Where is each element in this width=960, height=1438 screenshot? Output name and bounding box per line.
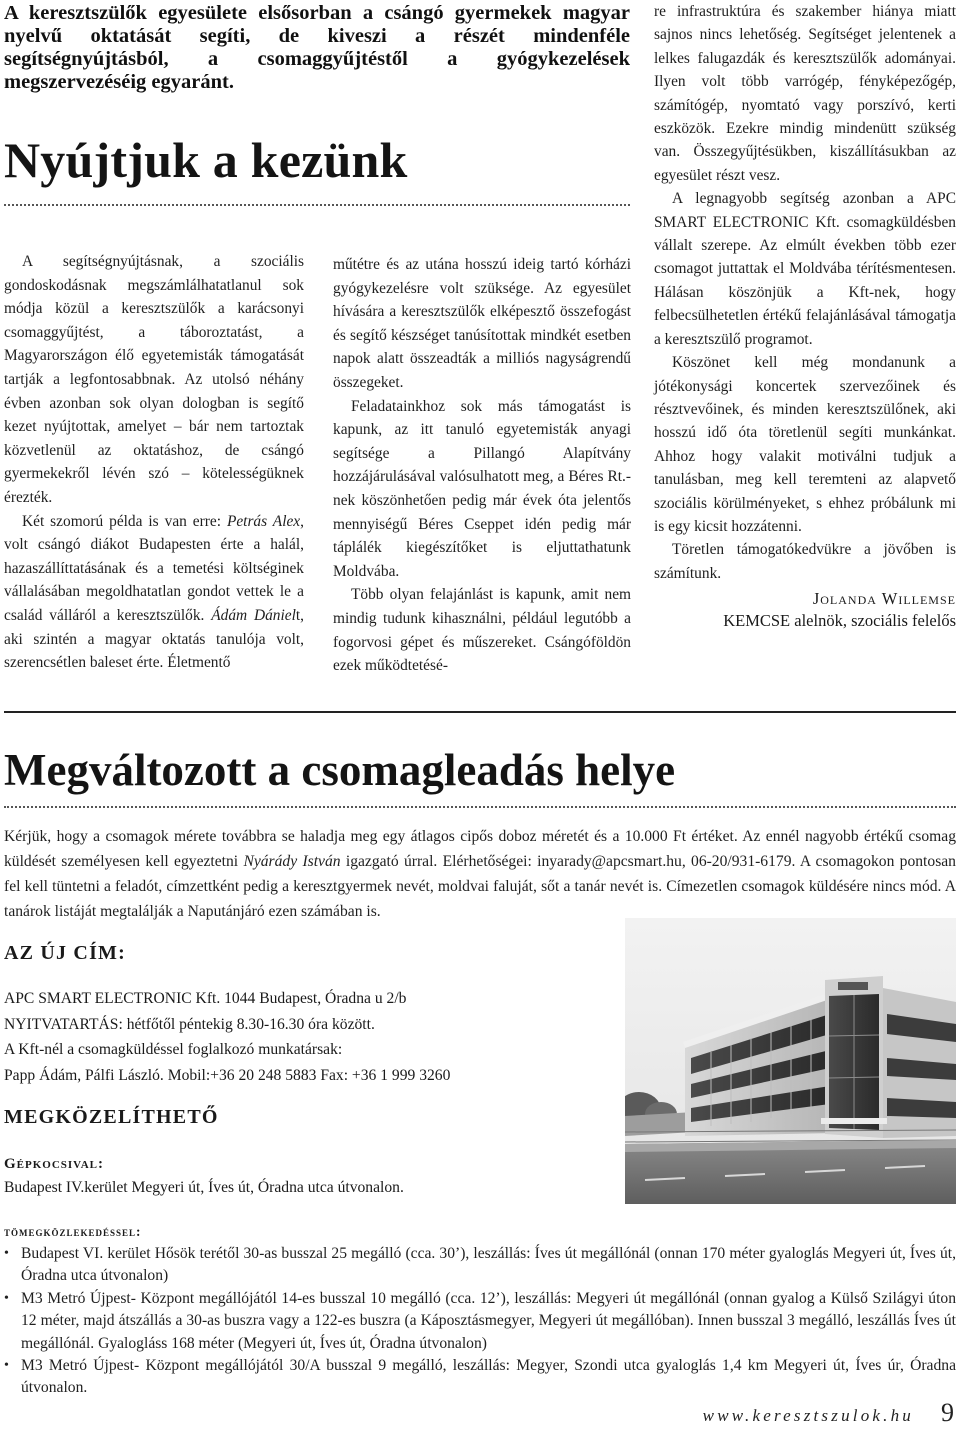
car-directions: Budapest IV.kerület Megyeri út, Íves út, Óradna utca útvonalon. — [4, 1179, 404, 1196]
article-header — [4, 2, 630, 206]
car-heading: Gépkocsival: — [4, 1156, 104, 1172]
text-run: igazgató úrral. Elérhetőségei: inyarady@apcsmart.hu, 06-20/931-6179. A csomagokon pontosan fel kell tüntetni a feladót, címzettként pedig a keresztgyermek nevét, moldvai faluját, sőt a tanár nevét is. Címezetlen csomagok küldésére nincs mód. A tanárok listáját megtalálják a Naputánjáró ezen számában is. — [4, 853, 956, 920]
article-column-2 — [333, 253, 631, 678]
bullet-icon: • — [4, 1358, 9, 1374]
building-photo — [625, 918, 956, 1204]
paragraph: Köszönet kell még mondanunk a jótékonysági koncertek szervezőinek és résztvevőinek, és minden keresztszülőnek, aki hosszú idő óta töretlenül segíti munkánkat. Ahhoz hogy valakit motiválni tudjuk a tanulásban, meg kell teremteni az alapvető szociális körülményeket, s ehhez próbálunk mi is egy kicsit hozzátenni. — [654, 354, 956, 535]
approach-heading: MEGKÖZELÍTHETŐ — [4, 1106, 219, 1128]
headline-dotted-rule — [4, 204, 630, 206]
column-3-text — [654, 0, 956, 585]
text-run: Kérjük, hogy a csomagok mérete továbbra se haladja meg egy átlagos cipős doboz méretét és a 10.000 Ft értéket. Az ennél nagyobb értékű csomag küldését személyesen kell egyeztetni — [4, 828, 956, 870]
text-run: Két szomorú példa is van erre: — [22, 512, 227, 530]
author-role: KEMCSE alelnök, szociális felelős — [723, 611, 956, 631]
address-block — [4, 986, 604, 1088]
list-item — [4, 1243, 956, 1288]
italic-name: Nyárády István — [243, 853, 341, 870]
italic-name: Petrás Alex — [226, 512, 301, 530]
section-intro — [4, 824, 956, 924]
list-item — [4, 1288, 956, 1355]
transit-heading: tömegközlekedéssel: — [4, 1224, 142, 1239]
section-dotted-rule — [4, 806, 956, 808]
text-run: , volt csángó diákot Budapesten érte a halál, hazaszállíttatásának és a temetési költséginek vállalásában megoldhatatlan gondot vettek le a család válláról a keresztszülők. — [4, 512, 304, 624]
transit-directions-list — [4, 1243, 956, 1400]
address-line: Papp Ádám, Pálfi László. Mobil:+36 20 248 5883 Fax: +36 1 999 3260 — [4, 1066, 451, 1084]
paragraph: Feladatainkhoz sok más támogatást is kapunk, az itt tanuló egyetemisták anyagi segítsége a Pillangó Alapítvány hozzájárulásával valósulhatott meg, a Béres Rt.-nek köszönhetően pedig már évek óta jelentős mennyiségű Béres Cseppet idén pedig már táplálék kiegészítőket is eljuttathatunk Moldvába. — [333, 397, 631, 580]
section-divider — [4, 711, 956, 713]
list-item-text: M3 Metró Újpest- Központ megállójától 14-es busszal 10 megálló (cca. 12’), leszállás: Megyeri út megállónál (onnan gyalog a Külső Szilágyi úton 12 méter, majd átszállás a 30-as buszra vagy a 122-es buszra (a Káposztásmegyer, Megyeri út megállóban). Innen busszal 3 megálló, leszállás Íves út megállónál. Gyalogláss 168 méter (Megyeri út, Íves út, Óradna útvonalon) — [21, 1289, 956, 1352]
paragraph: Töretlen támogatókedvükre a jövőben is számítunk. — [654, 541, 956, 582]
article-lead: A keresztszülők egyesülete elsősorban a csángó gyermekek magyar nyelvű oktatását segíti, de kiveszi a részét mindenféle segítségnyújtásból, a csomaggyűjtéstől a gyógykezelések megszervezéséig egyaránt. — [4, 2, 630, 93]
bullet-icon: • — [4, 1290, 9, 1306]
list-item-text: M3 Metró Újpest- Központ megállójától 30/A busszal 9 megálló, leszállás: Megyer, Szondi utca gyaloglás 1,4 km Megyeri út, Íves úr, Óradna útvonalon. — [21, 1357, 956, 1397]
article-column-1 — [4, 250, 304, 675]
website-url[interactable]: www.keresztszulok.hu — [702, 1406, 914, 1425]
article-headline: Nyújtjuk a kezünk — [4, 132, 408, 188]
paragraph — [4, 510, 304, 675]
page-number: 9 — [941, 1398, 954, 1427]
section-headline: Megváltozott a csomagleadás helye — [4, 745, 676, 795]
new-address-heading: AZ ÚJ CÍM: — [4, 942, 126, 964]
paragraph: A segítségnyújtásnak, a szociális gondoskodásnak megszámlálhatatlanul sok módja közül a keresztszülők a karácsonyi csomaggyűjtést, a táboroztatást, a Magyarországon élő egyetemisták támogatását tartják a legfontosabbnak. Az utolsó néhány évben azonban sok olyan dologban is segítő kezet nyújtottak, amelyet – bár nem tartoztak közvetlenül az oktatáshoz, de csángó gyermekekről lévén szó – kötelességüknek érezték. — [4, 253, 304, 506]
list-item-text: Budapest VI. kerület Hősök terétől 30-as busszal 25 megálló (cca. 30’), leszállás: Íves út megállónál (onnan 170 méter gyaloglás Megyeri út, Íves út, Óradna utca útvonalon) — [21, 1245, 956, 1285]
author-name: Jolanda Willemse — [812, 589, 956, 609]
paragraph: műtétre és az utána hosszú ideig tartó kórházi gyógykezelésre volt szüksége. Az egyesület hívására a keresztszülők elképesztő összefogást és segítő készséget tanúsítottak mindkét esetben napok alatt összeadták a milliós nagyságrendű összegeket. — [333, 256, 631, 391]
address-line: APC SMART ELECTRONIC Kft. 1044 Budapest, Óradna u 2/b — [4, 990, 407, 1007]
paragraph: Több olyan felajánlást is kapunk, amit nem mindig tudunk kihasználni, például legutóbb a fogorvosi gépet és műszereket. Csángóföldön ezek működtetésé- — [333, 586, 631, 675]
bullet-icon: • — [4, 1246, 9, 1261]
article-column-3 — [654, 0, 956, 632]
list-item — [4, 1355, 956, 1400]
paragraph: re infrastruktúra és szakember hiánya miatt sajnos nincs lehetőség. Segítséget jelentenek a lelkes falugazdák és keresztszülők adományai. Ilyen volt több varrógép, fényképezőgép, számítógép, nyomtató vagy porszívó, kerti eszközök. Ezekre mindig mindenütt szükség van. Összegyűjtésükben, kiszállításukban az egyesület részt vesz. — [654, 3, 956, 184]
address-line: A Kft-nél a csomagküldéssel foglalkozó munkatársak: — [4, 1041, 343, 1058]
address-line: NYITVATARTÁS: hétfőtől péntekig 8.30-16.30 óra között. — [4, 1015, 375, 1033]
italic-name: Ádám Dániel — [211, 606, 296, 624]
paragraph: A legnagyobb segítség azonban a APC SMART ELECTRONIC Kft. csomagküldésben vállalt szerepe. Az elmúlt években több ezer csomagot juttattak el Moldvába térítésmentesen. Hálásan köszönjük a Kft-nek, hogy felbecsülhetetlen értékű felajánlásával támogatja a keresztszülő programot. — [654, 190, 956, 348]
text-run: t, aki szintén a magyar oktatás tanulója volt, szerencsétlen baleset érte. Életmentő — [4, 606, 304, 672]
